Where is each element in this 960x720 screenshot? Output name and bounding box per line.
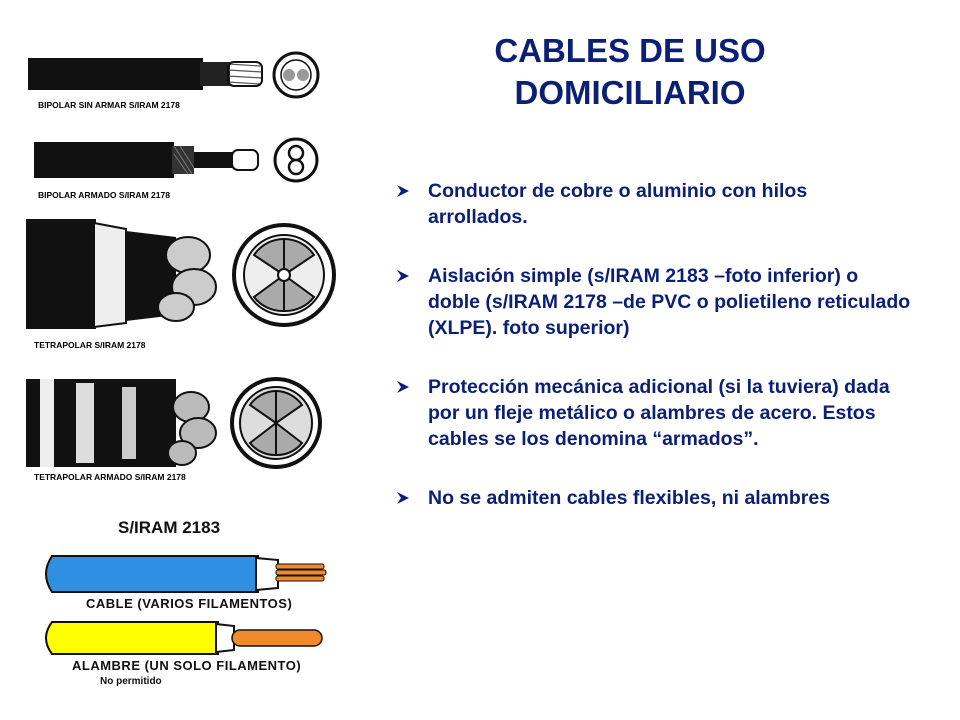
bullet-arrow-icon — [396, 269, 410, 283]
alambre-un-solo-filamento-image — [38, 618, 338, 658]
title-line-2: DOMICILIARIO — [514, 74, 746, 111]
bullet-text: No se admiten cables flexibles, ni alambres — [428, 487, 831, 509]
bipolar-sin-armar-image — [28, 48, 328, 104]
bullet-item — [392, 485, 912, 511]
title-line-1: CABLES DE USO — [494, 32, 766, 69]
caption-no-permitido: No permitido — [100, 676, 162, 687]
bullet-arrow-icon — [396, 184, 410, 198]
slide-title — [410, 30, 850, 114]
bullet-item — [392, 263, 912, 341]
bullet-item — [392, 178, 912, 230]
cable-varios-filamentos-image — [38, 552, 338, 596]
caption-cable: CABLE (VARIOS FILAMENTOS) — [86, 596, 293, 611]
bipolar-armado-image — [28, 134, 328, 190]
caption-bipolar-armado: BIPOLAR ARMADO S/IRAM 2178 — [38, 190, 170, 200]
caption-iram-2183: S/IRAM 2183 — [118, 518, 221, 537]
caption-tetrapolar: TETRAPOLAR S/IRAM 2178 — [34, 340, 146, 350]
caption-bipolar-sin-armar: BIPOLAR SIN ARMAR S/IRAM 2178 — [38, 100, 180, 110]
caption-tetrapolar-armado: TETRAPOLAR ARMADO S/IRAM 2178 — [34, 472, 186, 482]
bullet-text: Aislación simple (s/IRAM 2183 –foto inferior) o doble (s/IRAM 2178 –de PVC o polietileno reticulado (XLPE). foto superior) — [428, 265, 911, 339]
tetrapolar-armado-image — [26, 375, 336, 475]
bullet-list — [392, 178, 912, 544]
bullet-item — [392, 374, 912, 452]
bullet-arrow-icon — [396, 491, 410, 505]
bullet-text: Protección mecánica adicional (si la tuviera) dada por un fleje metálico o alambres de acero. Estos cables se los denomina “armados”. — [428, 376, 890, 450]
bullet-text: Conductor de cobre o aluminio con hilos arrollados. — [428, 180, 808, 228]
tetrapolar-image — [26, 215, 336, 340]
bullet-arrow-icon — [396, 380, 410, 394]
caption-alambre: ALAMBRE (UN SOLO FILAMENTO) — [72, 658, 302, 673]
